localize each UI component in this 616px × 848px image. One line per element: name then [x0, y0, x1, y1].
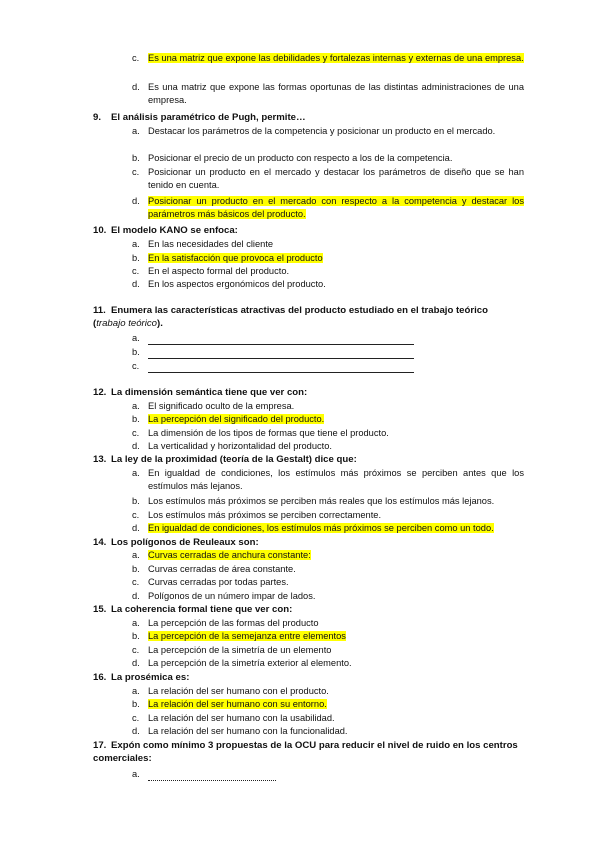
highlighted-answer-text: En la satisfacción que provoca el producto [148, 253, 323, 263]
question-number: 9. [93, 112, 102, 123]
option-letter: b. [132, 153, 140, 163]
option-letter: c. [132, 428, 140, 438]
option-text: La percepción de la simetría de un elemento [148, 645, 332, 655]
question-number: 17. [93, 740, 107, 751]
option-text: Curvas cerradas de área constante. [148, 564, 296, 574]
answer-blank [132, 332, 524, 345]
answer-option [132, 413, 524, 426]
option-letter: d. [132, 82, 140, 92]
question-text: Enumera las características atractivas del producto estudiado en el trabajo teórico ( [93, 305, 488, 330]
option-letter: a. [132, 333, 140, 343]
answer-option [132, 644, 524, 657]
option-letter: d. [132, 726, 140, 736]
question-9 [93, 111, 523, 124]
option-letter: d. [132, 658, 140, 668]
option-letter: c. [132, 577, 140, 587]
option-text: En los aspectos ergonómicos del producto. [148, 279, 326, 289]
question-number: 10. [93, 225, 107, 236]
answer-option [132, 495, 524, 508]
answer-option [132, 685, 524, 698]
question-text: El modelo KANO se enfoca: [111, 225, 238, 236]
question-16 [93, 671, 523, 684]
answer-option [132, 657, 524, 670]
answer-option [132, 440, 524, 453]
option-letter: d. [132, 441, 140, 451]
answer-option [132, 238, 524, 251]
option-text: Los estímulos más próximos se perciben correctamente. [148, 510, 382, 520]
option-letter: b. [132, 496, 140, 506]
question-number: 12. [93, 387, 107, 398]
option-letter: d. [132, 523, 140, 533]
option-text: Posicionar un producto en el mercado y destacar los parámetros de diseño que se han tenido en cuenta. [148, 167, 524, 191]
highlighted-answer-text: La relación del ser humano con su entorno. [148, 699, 327, 709]
highlighted-answer-text: Curvas cerradas de anchura constante: [148, 550, 311, 560]
question-tail: ). [157, 318, 163, 330]
answer-option [132, 195, 524, 222]
option-text: Es una matriz que expone las formas oportunas de las distintas administraciones de una empresa. [148, 82, 524, 106]
answer-line[interactable] [148, 348, 414, 359]
option-text: Curvas cerradas por todas partes. [148, 577, 289, 587]
option-text: La percepción de la simetría exterior al elemento. [148, 658, 352, 668]
highlighted-answer-text: Es una matriz que expone las debilidades y fortalezas internas y externas de una empresa. [148, 53, 524, 63]
highlighted-answer-text: La percepción de la semejanza entre elementos [148, 631, 346, 641]
option-text: En las necesidades del cliente [148, 239, 274, 249]
answer-option [132, 278, 524, 291]
question-text: La ley de la proximidad (teoría de la Gestalt) dice que: [111, 454, 357, 465]
answer-option [132, 563, 524, 576]
option-text: Posicionar el precio de un producto con respecto a los de la competencia. [148, 153, 453, 163]
option-text: En igualdad de condiciones, los estímulos más próximos se perciben antes que los estímulos más lejanos. [148, 468, 524, 492]
option-text: La percepción de las formas del producto [148, 618, 319, 628]
option-text: Polígonos de un número impar de lados. [148, 591, 316, 601]
question-number: 15. [93, 604, 107, 615]
question-italic-text: trabajo teórico [96, 318, 157, 330]
option-text: La relación del ser humano con el producto. [148, 686, 329, 696]
option-letter: c. [132, 167, 140, 177]
option-text: Destacar los parámetros de la competencia y posicionar un producto en el mercado. [148, 126, 496, 136]
question-text: La prosémica es: [111, 672, 190, 683]
answer-line[interactable] [148, 362, 414, 373]
option-letter: c. [132, 266, 140, 276]
option-text: La verticalidad y horizontalidad del producto. [148, 441, 332, 451]
question-text: Expón como mínimo 3 propuestas de la OCU para reducir el nivel de ruido en los centros comerciales: [93, 740, 518, 765]
option-letter: a. [132, 401, 140, 411]
option-text: Los estímulos más próximos se perciben más reales que los estímulos más lejanos. [148, 496, 495, 506]
option-letter: b. [132, 347, 140, 357]
question-12 [93, 386, 523, 399]
answer-option [132, 509, 524, 522]
answer-blank [132, 768, 524, 781]
highlighted-answer-text: La percepción del significado del producto. [148, 414, 325, 424]
option-letter: c. [132, 510, 140, 520]
answer-option [132, 166, 524, 193]
question-text: La coherencia formal tiene que ver con: [111, 604, 293, 615]
option-text: En el aspecto formal del producto. [148, 266, 290, 276]
option-letter: d. [132, 279, 140, 289]
option-letter: a. [132, 126, 140, 136]
option-letter: d. [132, 591, 140, 601]
answer-line[interactable] [148, 334, 414, 345]
answer-option [132, 576, 524, 589]
answer-option [132, 252, 524, 265]
answer-option [132, 467, 524, 494]
option-letter: a. [132, 686, 140, 696]
answer-option [132, 427, 524, 440]
answer-option [132, 549, 524, 562]
highlighted-answer-text: Posicionar un producto en el mercado con respecto a la competencia y destacar los parámetros más básicos del producto. [148, 196, 524, 220]
answer-blank [132, 346, 524, 359]
option-letter: d. [132, 196, 140, 206]
question-17 [93, 739, 523, 766]
answer-option [132, 617, 524, 630]
question-text: Los polígonos de Reuleaux son: [111, 537, 259, 548]
answer-option [132, 152, 524, 165]
question-15 [93, 603, 523, 616]
answer-option [132, 125, 524, 138]
option-text: La dimensión de los tipos de formas que tiene el producto. [148, 428, 389, 438]
question-10 [93, 224, 523, 237]
option-text: La relación del ser humano con la usabilidad. [148, 713, 335, 723]
dotted-answer-line[interactable] [148, 770, 276, 781]
question-number: 14. [93, 537, 107, 548]
question-13 [93, 453, 523, 466]
option-text: La relación del ser humano con la funcionalidad. [148, 726, 348, 736]
option-letter: b. [132, 631, 140, 641]
question-text: La dimensión semántica tiene que ver con: [111, 387, 308, 398]
question-text: El análisis paramétrico de Pugh, permite… [111, 112, 306, 123]
answer-option [132, 712, 524, 725]
answer-option [132, 52, 524, 65]
option-letter: c. [132, 361, 140, 371]
question-number: 13. [93, 454, 107, 465]
answer-blank [132, 360, 524, 373]
question-number: 11. [93, 305, 106, 316]
option-letter: a. [132, 468, 140, 478]
option-letter: a. [132, 618, 140, 628]
option-letter: a. [132, 769, 140, 779]
option-letter: b. [132, 564, 140, 574]
answer-option [132, 630, 524, 643]
option-letter: c. [132, 645, 140, 655]
answer-option [132, 725, 524, 738]
option-text: El significado oculto de la empresa. [148, 401, 295, 411]
option-letter: b. [132, 253, 140, 263]
option-letter: a. [132, 550, 140, 560]
option-letter: b. [132, 414, 140, 424]
answer-option [132, 590, 524, 603]
answer-option [132, 522, 524, 535]
answer-option [132, 81, 524, 108]
answer-option [132, 698, 524, 711]
answer-option [132, 400, 524, 413]
option-letter: a. [132, 239, 140, 249]
highlighted-answer-text: En igualdad de condiciones, los estímulos más próximos se perciben como un todo. [148, 523, 494, 533]
option-letter: c. [132, 713, 140, 723]
option-letter: c. [132, 53, 140, 63]
question-number: 16. [93, 672, 107, 683]
option-letter: b. [132, 699, 140, 709]
question-11 [93, 304, 523, 331]
answer-option [132, 265, 524, 278]
question-14 [93, 536, 523, 549]
